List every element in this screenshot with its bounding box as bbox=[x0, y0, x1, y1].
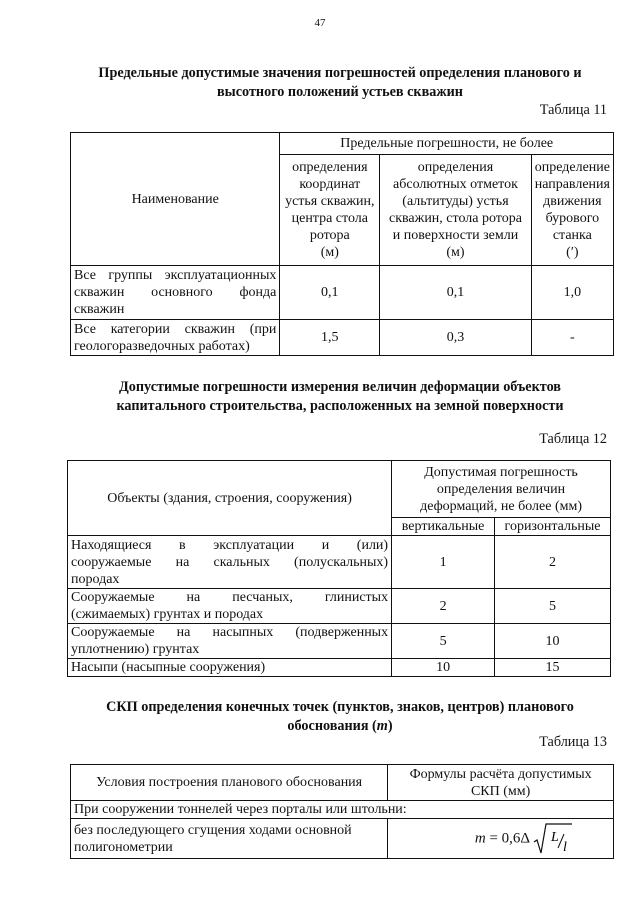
header-line: (альтитуды) устья bbox=[402, 194, 509, 209]
row-name-line: скважин основного фонда bbox=[74, 285, 277, 300]
row-name bbox=[71, 320, 280, 356]
row-name bbox=[68, 624, 392, 659]
row-name bbox=[68, 536, 392, 589]
heading-text: обоснования ( bbox=[287, 718, 377, 734]
cell-value: 10 bbox=[495, 624, 611, 659]
span-row: При сооружении тоннелей через порталы или штольни: bbox=[71, 801, 614, 819]
header-name: Наименование bbox=[71, 133, 280, 266]
header-line: определения bbox=[292, 160, 368, 175]
header-line: координат bbox=[299, 177, 361, 192]
row-name-line: (сжимаемых) грунтах и породах bbox=[71, 607, 264, 622]
table-11 bbox=[70, 132, 614, 356]
table-row bbox=[71, 266, 614, 320]
cell-value: 1,5 bbox=[280, 320, 380, 356]
header-group bbox=[392, 461, 611, 518]
page-number: 47 bbox=[314, 17, 326, 29]
table-11-label: Таблица 11 bbox=[539, 102, 607, 118]
row-name-line: скважин bbox=[74, 302, 125, 317]
header-line: ротора bbox=[309, 228, 350, 243]
header-col-elevations bbox=[380, 155, 531, 266]
table-11-heading bbox=[60, 64, 620, 102]
header-line: определения величин bbox=[436, 481, 566, 497]
table-row bbox=[71, 819, 614, 859]
row-name-line: породах bbox=[71, 571, 120, 587]
cell-value: 5 bbox=[495, 589, 611, 624]
header-group: Предельные погрешности, не более bbox=[280, 133, 614, 155]
row-name-line: Насыпи (насыпные сооружения) bbox=[71, 660, 266, 675]
header-line: Допустимая погрешность bbox=[424, 464, 578, 480]
formula-denominator: l bbox=[563, 839, 567, 855]
header-formulas bbox=[388, 765, 614, 801]
row-name-line: уплотнению) грунтах bbox=[71, 642, 200, 657]
row-name-line: Все группы эксплуатационных bbox=[74, 268, 277, 283]
row-name-line: Сооружаемые на песчаных, глинистых bbox=[71, 590, 389, 605]
cell-value: 1 bbox=[392, 536, 495, 589]
cell-value: 10 bbox=[392, 659, 495, 677]
header-line: (м) bbox=[446, 245, 465, 260]
cell-value: 2 bbox=[392, 589, 495, 624]
header-line: Формулы расчёта допустимых bbox=[409, 766, 592, 782]
table-row bbox=[71, 320, 614, 356]
table-13-label: Таблица 13 bbox=[539, 734, 607, 750]
table-row bbox=[68, 536, 611, 589]
cell-value: 2 bbox=[495, 536, 611, 589]
header-horizontal: горизонтальные bbox=[495, 518, 611, 536]
row-name-line: сооружаемые на скальных (полускальных) bbox=[71, 554, 389, 570]
header-objects: Объекты (здания, строения, сооружения) bbox=[68, 461, 392, 536]
header-line: и поверхности земли bbox=[392, 228, 519, 243]
formula-numerator: L bbox=[551, 829, 559, 845]
heading-line bbox=[60, 717, 620, 736]
table-row bbox=[68, 659, 611, 677]
header-line: центра стола bbox=[291, 211, 368, 226]
row-name bbox=[68, 659, 392, 677]
sqrt-icon bbox=[533, 822, 573, 856]
heading-line: капитального строительства, расположенных на земной поверхности bbox=[116, 398, 564, 414]
header-line: скважин, стола ротора bbox=[388, 211, 522, 226]
row-name bbox=[71, 266, 280, 320]
table-12-heading bbox=[60, 378, 620, 416]
table-12 bbox=[67, 460, 611, 677]
header-col-coordinates bbox=[280, 155, 380, 266]
header-line: деформаций, не более (мм) bbox=[420, 498, 583, 514]
row-name-line: Все категории скважин (при bbox=[74, 321, 277, 337]
header-line: устья скважин, bbox=[285, 194, 375, 209]
header-col-direction bbox=[531, 155, 613, 266]
heading-line: высотного положений устьев скважин bbox=[217, 84, 463, 100]
heading-line: Допустимые погрешности измерения величин деформации объектов bbox=[119, 379, 561, 395]
header-line: направления bbox=[534, 177, 610, 192]
cell-value: 15 bbox=[495, 659, 611, 677]
header-vertical: вертикальные bbox=[392, 518, 495, 536]
row-name bbox=[68, 589, 392, 624]
cell-value: 1,0 bbox=[531, 266, 613, 320]
cell-value: - bbox=[531, 320, 613, 356]
cell-value: 0,1 bbox=[280, 266, 380, 320]
row-name-line: без последующего сгущения ходами основной bbox=[74, 822, 352, 838]
table-12-label: Таблица 12 bbox=[539, 431, 607, 447]
row-name bbox=[71, 819, 388, 859]
header-line: бурового bbox=[545, 211, 600, 226]
header-line: (′) bbox=[566, 245, 579, 260]
cell-value: 0,3 bbox=[380, 320, 531, 356]
formula-coefficient: = 0,6Δ bbox=[485, 829, 533, 846]
table-row bbox=[68, 589, 611, 624]
header-line: СКП (мм) bbox=[470, 783, 531, 799]
table-row bbox=[68, 624, 611, 659]
variable-m: m bbox=[376, 718, 388, 734]
header-line: станка bbox=[552, 228, 592, 243]
header-line: определения bbox=[417, 160, 494, 175]
table-13 bbox=[70, 764, 614, 859]
row-name-line: геологоразведочных работах) bbox=[74, 338, 250, 354]
heading-text: ) bbox=[387, 718, 393, 734]
row-name-line: Сооружаемые на насыпных (подверженных bbox=[71, 625, 389, 640]
header-conditions: Условия построения планового обоснования bbox=[71, 765, 388, 801]
cell-value: 5 bbox=[392, 624, 495, 659]
formula-var: m bbox=[474, 829, 486, 846]
header-line: определение bbox=[534, 160, 610, 175]
header-line: (м) bbox=[320, 245, 339, 260]
row-name-line: полигонометрии bbox=[74, 839, 173, 855]
header-line: движения bbox=[543, 194, 602, 209]
heading-line: Предельные допустимые значения погрешностей определения планового и bbox=[98, 65, 582, 81]
heading-line: СКП определения конечных точек (пунктов, знаков, центров) планового bbox=[106, 699, 574, 715]
header-line: абсолютных отметок bbox=[393, 177, 518, 192]
formula-cell bbox=[388, 819, 614, 859]
row-name-line: Находящиеся в эксплуатации и (или) bbox=[71, 537, 389, 553]
table-13-heading bbox=[60, 698, 620, 736]
cell-value: 0,1 bbox=[380, 266, 531, 320]
